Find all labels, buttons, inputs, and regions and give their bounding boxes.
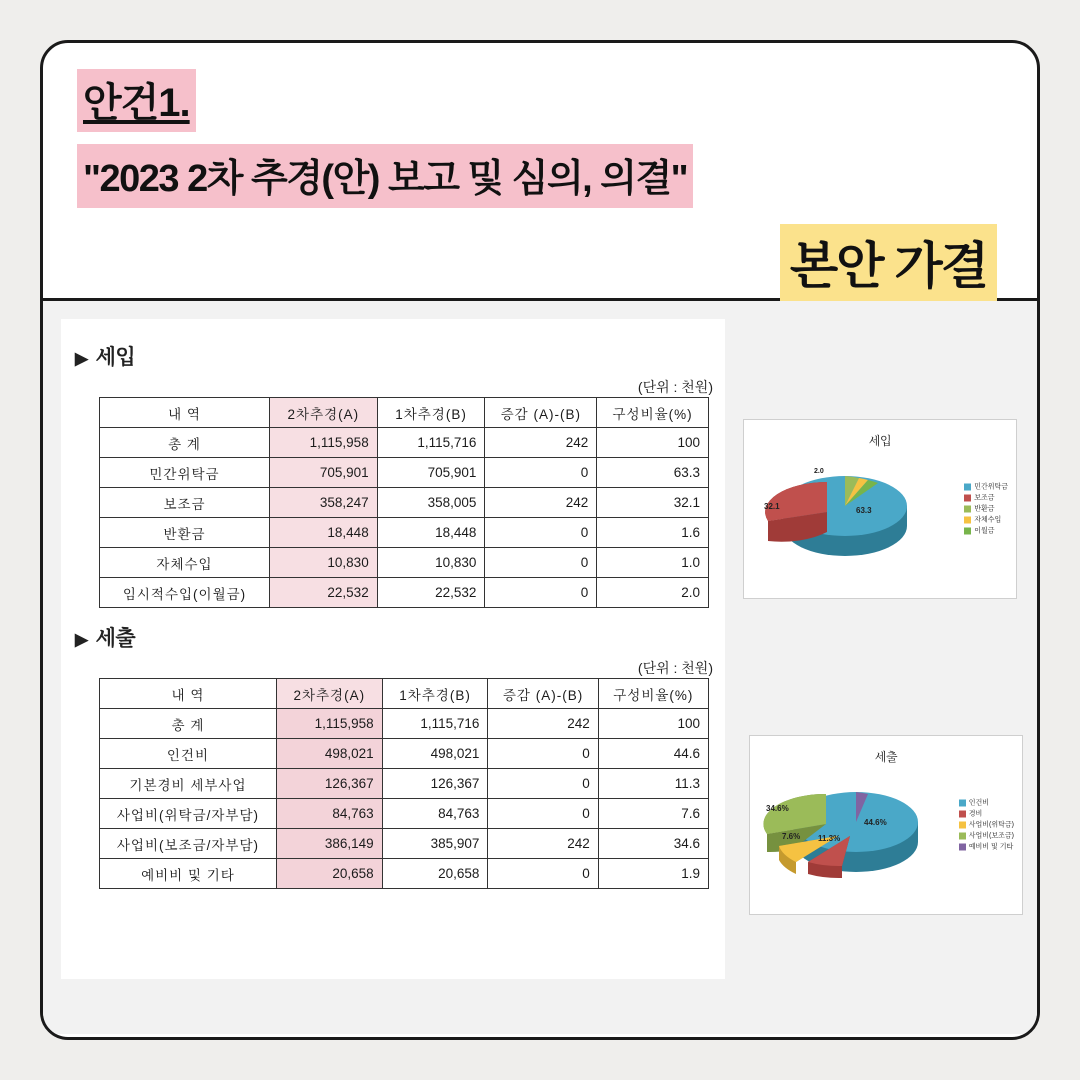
legend-swatch-icon: [964, 527, 971, 534]
row-label: 민간위탁금: [100, 458, 270, 488]
legend-label: 자체수입: [974, 516, 1002, 524]
revenue-col-diff: 증감 (A)-(B): [485, 398, 597, 428]
row-value-diff: 242: [488, 709, 598, 739]
slide-card: [40, 40, 1040, 1040]
row-value-diff: 242: [485, 488, 597, 518]
row-value-pct: 63.3: [597, 458, 709, 488]
expenditure-pie-chart: [749, 735, 1023, 915]
legend-label: 경비: [968, 810, 983, 818]
row-value-diff: 0: [485, 518, 597, 548]
table-row: [100, 709, 709, 739]
table-header-row: [100, 679, 709, 709]
legend-item: [964, 504, 1008, 515]
row-value-b: 22,532: [377, 578, 485, 608]
row-value-diff: 0: [485, 578, 597, 608]
row-value-b: 84,763: [382, 799, 488, 829]
row-label: 총 계: [100, 709, 277, 739]
row-value-pct: 1.9: [598, 859, 708, 889]
row-value-b: 10,830: [377, 548, 485, 578]
row-label: 임시적수입(이월금): [100, 578, 270, 608]
revenue-col-b: 1차추경(B): [377, 398, 485, 428]
table-row: [100, 578, 709, 608]
expenditure-chart-title: 세출: [874, 750, 898, 764]
expenditure-col-pct: 구성비율(%): [598, 679, 708, 709]
table-row: [100, 769, 709, 799]
revenue-col-a: 2차추경(A): [270, 398, 378, 428]
revenue-unit-note: (단위 : 천원): [637, 379, 713, 395]
resolution-result: 본안 가결: [780, 224, 997, 306]
row-value-pct: 100: [597, 428, 709, 458]
expenditure-col-diff: 증감 (A)-(B): [488, 679, 598, 709]
row-value-a: 22,532: [270, 578, 378, 608]
header: [43, 43, 1037, 301]
legend-label: 인건비: [968, 799, 990, 807]
legend-item: [964, 515, 1008, 526]
revenue-label-민간위탁금: 63.3: [856, 506, 872, 515]
row-label: 총 계: [100, 428, 270, 458]
legend-swatch-icon: [964, 483, 971, 490]
row-label: 예비비 및 기타: [100, 859, 277, 889]
row-value-diff: 0: [488, 769, 598, 799]
row-value-diff: 0: [488, 799, 598, 829]
row-label: 보조금: [100, 488, 270, 518]
row-value-a: 705,901: [270, 458, 378, 488]
legend-item: [959, 820, 1014, 831]
row-value-a: 126,367: [276, 769, 382, 799]
table-row: [100, 799, 709, 829]
table-header-row: [100, 398, 709, 428]
expenditure-section-heading: [75, 622, 725, 652]
revenue-section-label: 세입: [95, 346, 136, 369]
row-value-pct: 44.6: [598, 739, 708, 769]
row-value-diff: 0: [485, 548, 597, 578]
row-value-diff: 0: [488, 859, 598, 889]
legend-swatch-icon: [964, 516, 971, 523]
legend-swatch-icon: [959, 799, 966, 806]
row-value-pct: 2.0: [597, 578, 709, 608]
legend-label: 보조금: [974, 494, 995, 502]
table-row: [100, 518, 709, 548]
legend-item: [964, 493, 1008, 504]
row-value-b: 20,658: [382, 859, 488, 889]
row-value-a: 10,830: [270, 548, 378, 578]
row-value-a: 1,115,958: [270, 428, 378, 458]
row-value-diff: 242: [485, 428, 597, 458]
row-label: 반환금: [100, 518, 270, 548]
legend-label: 사업비(위탁금): [968, 821, 1014, 829]
row-value-b: 498,021: [382, 739, 488, 769]
expenditure-label-경비: 11.3%: [818, 834, 841, 843]
row-value-pct: 32.1: [597, 488, 709, 518]
expenditure-pie-svg: [756, 770, 946, 890]
legend-item: [959, 842, 1014, 853]
table-row: [100, 859, 709, 889]
agenda-number: 안건1.: [77, 69, 196, 132]
legend-swatch-icon: [959, 810, 966, 817]
row-value-pct: 1.0: [597, 548, 709, 578]
row-value-a: 358,247: [270, 488, 378, 518]
row-value-pct: 100: [598, 709, 708, 739]
legend-swatch-icon: [964, 494, 971, 501]
revenue-table: [99, 397, 709, 608]
row-value-b: 18,448: [377, 518, 485, 548]
legend-label: 반환금: [974, 505, 995, 513]
revenue-pie-chart: [743, 419, 1017, 599]
row-value-b: 385,907: [382, 829, 488, 859]
agenda-title: "2023 2차 추경(안) 보고 및 심의, 의결": [77, 144, 693, 208]
title-line-3: [77, 224, 1003, 306]
row-value-a: 498,021: [276, 739, 382, 769]
row-value-diff: 0: [485, 458, 597, 488]
legend-item: [964, 482, 1008, 493]
legend-swatch-icon: [959, 832, 966, 839]
row-value-a: 1,115,958: [276, 709, 382, 739]
row-value-pct: 34.6: [598, 829, 708, 859]
legend-swatch-icon: [959, 843, 966, 850]
expenditure-label-사업비-위탁금: 7.6%: [782, 832, 801, 841]
row-label: 자체수입: [100, 548, 270, 578]
legend-label: 이월금: [974, 527, 995, 535]
table-row: [100, 739, 709, 769]
report-sheet: [61, 319, 725, 979]
legend-swatch-icon: [964, 505, 971, 512]
revenue-pie-svg: [750, 454, 940, 574]
revenue-chart-title: 세입: [868, 434, 892, 448]
row-value-a: 84,763: [276, 799, 382, 829]
legend-swatch-icon: [959, 821, 966, 828]
row-value-a: 20,658: [276, 859, 382, 889]
expenditure-label-사업비-보조금: 34.6%: [766, 804, 789, 813]
expenditure-pie-graphic: [756, 770, 946, 895]
revenue-col-pct: 구성비율(%): [597, 398, 709, 428]
row-label: 기본경비 세부사업: [100, 769, 277, 799]
revenue-label-보조금: 32.1: [764, 502, 780, 511]
row-value-b: 1,115,716: [382, 709, 488, 739]
legend-item: [959, 809, 1014, 820]
expenditure-section-label: 세출: [95, 627, 136, 650]
row-value-pct: 1.6: [597, 518, 709, 548]
revenue-chart-legend: [964, 482, 1008, 537]
row-value-b: 705,901: [377, 458, 485, 488]
triangle-right-icon: ▶: [75, 630, 88, 649]
expenditure-col-b: 1차추경(B): [382, 679, 488, 709]
row-label: 사업비(위탁금/자부담): [100, 799, 277, 829]
triangle-right-icon: ▶: [75, 349, 88, 368]
table-row: [100, 458, 709, 488]
legend-label: 사업비(보조금): [968, 832, 1014, 840]
row-value-pct: 11.3: [598, 769, 708, 799]
row-value-b: 126,367: [382, 769, 488, 799]
table-row: [100, 488, 709, 518]
row-value-a: 18,448: [270, 518, 378, 548]
row-value-a: 386,149: [276, 829, 382, 859]
row-value-b: 358,005: [377, 488, 485, 518]
title-line-1: [77, 69, 1003, 132]
legend-item: [959, 798, 1014, 809]
row-value-diff: 0: [488, 739, 598, 769]
table-row: [100, 548, 709, 578]
title-line-2: [77, 144, 1003, 208]
revenue-pie-graphic: [750, 454, 940, 579]
row-value-pct: 7.6: [598, 799, 708, 829]
expenditure-label-인건비: 44.6%: [864, 818, 887, 827]
expenditure-chart-legend: [959, 798, 1014, 853]
expenditure-table: [99, 678, 709, 889]
revenue-label-이월금: 2.0: [814, 468, 824, 475]
legend-label: 민간위탁금: [974, 483, 1008, 491]
legend-item: [964, 526, 1008, 537]
table-row: [100, 428, 709, 458]
row-label: 사업비(보조금/자부담): [100, 829, 277, 859]
legend-item: [959, 831, 1014, 842]
slide-body: [43, 301, 1037, 1034]
table-row: [100, 829, 709, 859]
row-value-b: 1,115,716: [377, 428, 485, 458]
expenditure-col-name: 내 역: [100, 679, 277, 709]
row-value-diff: 242: [488, 829, 598, 859]
expenditure-col-a: 2차추경(A): [276, 679, 382, 709]
row-label: 인건비: [100, 739, 277, 769]
expenditure-unit-note: (단위 : 천원): [637, 660, 713, 676]
revenue-col-name: 내 역: [100, 398, 270, 428]
revenue-section-heading: [75, 341, 725, 371]
legend-label: 예비비 및 기타: [968, 843, 1014, 851]
